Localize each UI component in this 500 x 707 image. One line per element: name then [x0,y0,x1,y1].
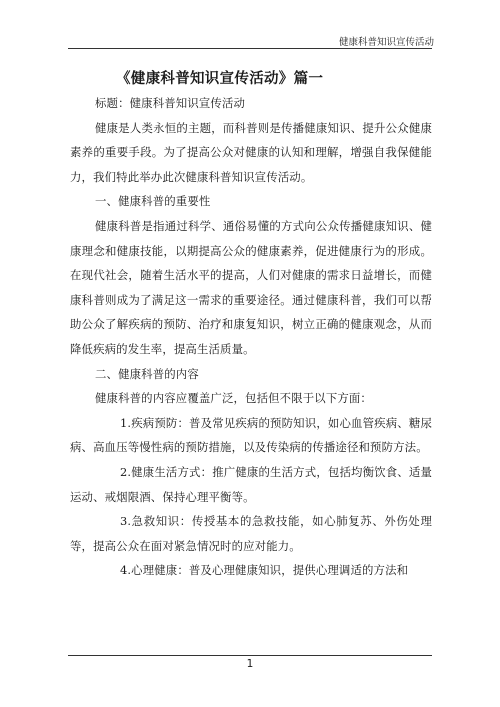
footer-divider [68,655,432,656]
document-title: 《健康科普知识宣传活动》篇一 [116,70,324,87]
list-item-first-aid: 3.急救知识：传授基本的急救技能，如心肺复苏、外伤处理等，提高公众在面对紧急情况时的应对能力。 [70,514,432,553]
document-body [70,91,432,583]
paragraph-intro: 健康是人类永恒的主题，而科普则是传播健康知识、提升公众健康素养的重要手段。为了提高公众对健康的认知和理解，增强自我保健能力，我们特此举办此次健康科普知识宣传活动。 [70,120,432,184]
section-heading-content: 二、健康科普的内容 [95,366,199,381]
page-number: 1 [246,658,254,670]
paragraph-heading-label: 标题：健康科普知识宣传活动 [95,96,246,110]
list-item-healthy-lifestyle: 2.健康生活方式：推广健康的生活方式，包括均衡饮食、适量运动、戒烟限酒、保持心理平衡等。 [70,464,432,504]
paragraph-content-intro: 健康科普的内容应覆盖广泛，包括但不限于以下方面： [95,391,372,406]
list-item-disease-prevention: 1.疾病预防：普及常见疾病的预防知识，如心血管疾病、糖尿病、高血压等慢性病的预防措施，以及传染病的传播途径和预防方法。 [70,415,432,455]
paragraph-importance: 健康科普是指通过科学、通俗易懂的方式向公众传播健康知识、健康理念和健康技能，以期提高公众的健康素养，促进健康行为的形成。在现代社会，随着生活水平的提高，人们对健康的需求日益增长，而健康科普则成为了满足这一需求的重要途径。通过健康科普，我们可以帮助公众了解疾病的预防、治疗和康复知识，树立正确的健康观念，从而降低疾病的发生率，提高生活质量。 [70,218,432,356]
running-header: 健康科普知识宣传活动 [338,37,434,48]
list-item-mental-health: 4.心理健康：普及心理健康知识，提供心理调适的方法和 [120,563,409,578]
header-divider [68,48,432,49]
section-heading-importance: 一、健康科普的重要性 [95,194,211,209]
